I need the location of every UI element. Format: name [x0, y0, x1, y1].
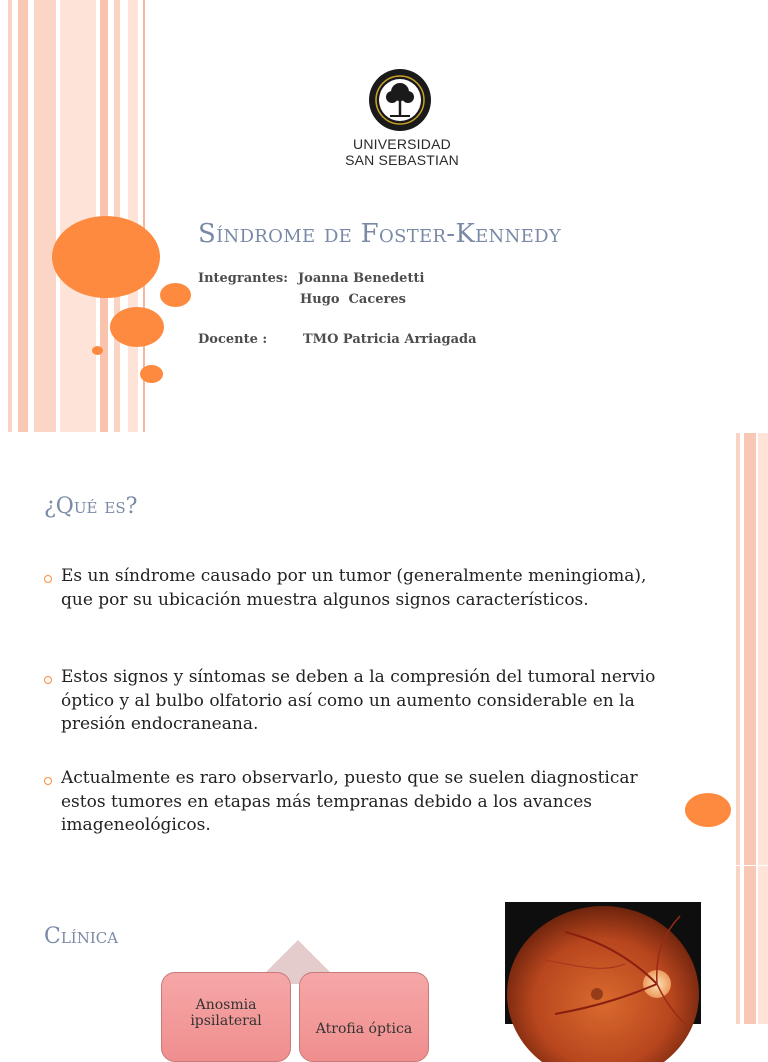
fundus-photo: [505, 902, 701, 1024]
decor-stripe: [744, 866, 756, 1024]
decor-stripe: [736, 433, 740, 865]
decor-stripe: [8, 0, 12, 432]
clinical-sign-box: Atrofia óptica: [299, 972, 429, 1062]
decor-stripe: [60, 0, 96, 432]
decor-circle: [685, 793, 731, 827]
bullet-icon: [44, 777, 52, 785]
bullet-text: Es un síndrome causado por un tumor (generalmente meningioma), que por su ubicación muestra algunos signos característicos.: [61, 566, 647, 610]
clinical-sign-box: Anosmia ipsilateral: [161, 972, 291, 1062]
title-slide: [0, 0, 768, 432]
decor-stripe: [128, 0, 138, 432]
bullet-icon: [44, 575, 52, 583]
docente-label: Docente :: [198, 332, 268, 347]
bullet-icon: [44, 676, 52, 684]
bullet-text: Estos signos y síntomas se deben a la compresión del tumoral nervio óptico y al bulbo olfatorio así como un aumento considerable en la presión endocraneana.: [61, 667, 656, 734]
decor-circle-large: [52, 216, 160, 298]
decor-circle: [110, 307, 164, 347]
integrantes-label: Integrantes:: [198, 271, 289, 286]
decor-stripe: [758, 866, 768, 1024]
decor-stripe: [758, 433, 768, 865]
logo-text-line2: SAN SEBASTIAN: [345, 152, 459, 168]
member-name: Joanna Benedetti: [298, 271, 425, 286]
fundus-image-icon: [505, 902, 701, 1024]
slide-heading: Clínica: [44, 924, 119, 949]
slide-heading: ¿Qué es?: [44, 494, 138, 519]
docente-name: TMO Patricia Arriagada: [303, 332, 477, 347]
presentation-title: Síndrome de Foster-Kennedy: [198, 219, 562, 249]
decor-stripe: [744, 433, 756, 865]
decor-circle: [160, 283, 191, 307]
decor-circle-small: [92, 346, 103, 355]
decor-circle: [140, 365, 163, 383]
university-seal-icon: [368, 68, 432, 132]
member-name: Hugo Caceres: [300, 292, 406, 307]
clinical-slide: [0, 866, 768, 1037]
definition-slide: [0, 433, 768, 865]
decor-stripe: [34, 0, 56, 432]
decor-stripe: [18, 0, 28, 432]
bullet-text: Actualmente es raro observarlo, puesto que se suelen diagnosticar estos tumores en etapas más tempranas debido a los avances imageneológicos.: [61, 768, 638, 835]
logo-text-line1: UNIVERSIDAD: [353, 136, 451, 152]
university-logo: [330, 68, 474, 172]
decor-stripe: [736, 866, 740, 1024]
